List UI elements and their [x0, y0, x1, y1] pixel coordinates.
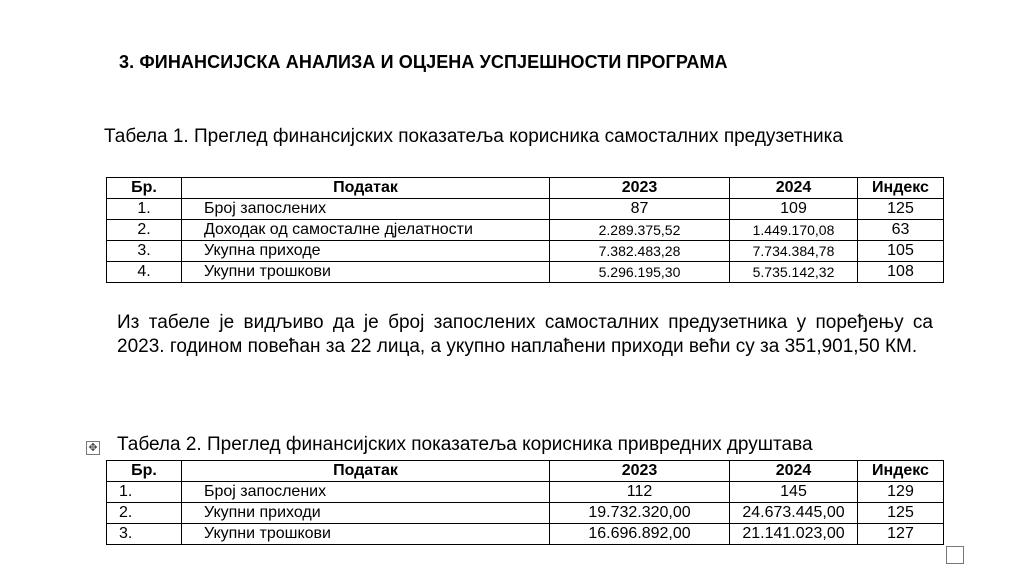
cell-2024: 109	[730, 199, 858, 220]
col-header-no: Бр.	[107, 461, 182, 482]
cell-2024: 21.141.023,00	[730, 524, 858, 545]
col-header-2023: 2023	[550, 461, 730, 482]
cell-data: Укупна приходе	[182, 241, 550, 262]
cell-data: Број запослених	[182, 482, 550, 503]
col-header-index: Индекс	[858, 461, 944, 482]
table-row	[107, 482, 944, 503]
cell-index: 125	[858, 199, 944, 220]
cell-2023: 5.296.195,30	[550, 262, 730, 283]
col-header-index: Индекс	[858, 178, 944, 199]
cell-no: 2.	[107, 503, 182, 524]
cell-2023: 7.382.483,28	[550, 241, 730, 262]
cell-2023: 19.732.320,00	[550, 503, 730, 524]
page-title: 3. ФИНАНСИЈСКА АНАЛИЗА И ОЦЈЕНА УСПЈЕШНОСТИ ПРОГРАМА	[119, 52, 728, 72]
cell-2024: 1.449.170,08	[730, 220, 858, 241]
cell-2024: 5.735.142,32	[730, 262, 858, 283]
table1-header-row	[107, 178, 944, 199]
cell-index: 127	[858, 524, 944, 545]
cell-index: 108	[858, 262, 944, 283]
table2	[106, 460, 944, 545]
body-paragraph: Из табеле је видљиво да је број запослених самосталних предузетника у поређењу са 2023. годином повећан за 22 лица, а укупно наплаћени приходи већи су за 351,901,50 КМ.	[117, 312, 933, 357]
cell-no: 1.	[107, 199, 182, 220]
cell-data: Доходак од самосталне дјелатности	[182, 220, 550, 241]
col-header-2023: 2023	[550, 178, 730, 199]
col-header-data: Податак	[182, 461, 550, 482]
cell-index: 63	[858, 220, 944, 241]
cell-no: 4.	[107, 262, 182, 283]
table-row	[107, 199, 944, 220]
table-row	[107, 524, 944, 545]
table-row	[107, 241, 944, 262]
table-row	[107, 262, 944, 283]
table2-header-row	[107, 461, 944, 482]
cell-2023: 16.696.892,00	[550, 524, 730, 545]
cell-no: 3.	[107, 241, 182, 262]
cell-2024: 24.673.445,00	[730, 503, 858, 524]
cell-data: Број запослених	[182, 199, 550, 220]
cell-no: 2.	[107, 220, 182, 241]
cell-data: Укупни трошкови	[182, 524, 550, 545]
move-icon[interactable]: ✥	[86, 441, 100, 455]
cell-data: Укупни трошкови	[182, 262, 550, 283]
cell-2024: 145	[730, 482, 858, 503]
cell-2023: 87	[550, 199, 730, 220]
col-header-data: Податак	[182, 178, 550, 199]
cell-no: 3.	[107, 524, 182, 545]
table2-caption: Табела 2. Преглед финансијских показатеља корисника привредних друштава	[117, 434, 813, 455]
table1-caption: Табела 1. Преглед финансијских показатеља корисника самосталних предузетника	[104, 126, 843, 147]
table-row	[107, 220, 944, 241]
cell-2023: 2.289.375,52	[550, 220, 730, 241]
cell-index: 105	[858, 241, 944, 262]
cell-2023: 112	[550, 482, 730, 503]
cell-index: 129	[858, 482, 944, 503]
cell-index: 125	[858, 503, 944, 524]
cell-data: Укупни приходи	[182, 503, 550, 524]
table-row	[107, 503, 944, 524]
cell-2024: 7.734.384,78	[730, 241, 858, 262]
cell-no: 1.	[107, 482, 182, 503]
col-header-2024: 2024	[730, 178, 858, 199]
col-header-no: Бр.	[107, 178, 182, 199]
table1	[106, 177, 944, 283]
col-header-2024: 2024	[730, 461, 858, 482]
resize-icon[interactable]	[946, 546, 964, 564]
